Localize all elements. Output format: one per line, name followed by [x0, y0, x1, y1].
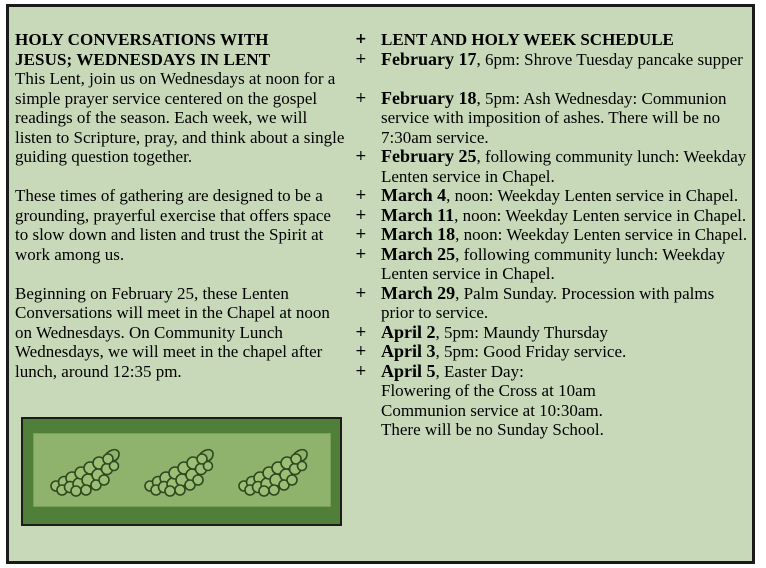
schedule-heading: [349, 30, 749, 50]
schedule-item: [349, 225, 749, 245]
bullet-icon: +: [355, 206, 367, 223]
grape-bunch-icon: [46, 440, 128, 500]
schedule-heading-text: LENT AND HOLY WEEK SCHEDULE: [381, 30, 674, 49]
schedule-date: February 17: [381, 48, 477, 69]
schedule-text: , noon: Weekday Lenten service in Chapel.: [446, 186, 739, 205]
holy-conversations-column: [15, 30, 345, 401]
grape-bunch-icon: [140, 440, 222, 500]
schedule-date: March 29: [381, 282, 456, 303]
gathering-paragraph: These times of gathering are designed to be a grounding, prayerful exercise that offers space to slow down and listen and trust the Spirit at work among us.: [15, 186, 331, 264]
easter-detail-line: There will be no Sunday School.: [381, 420, 604, 439]
grape-bunch-icon: [234, 440, 316, 500]
grapes-panel: [33, 433, 331, 507]
schedule-date: April 3: [381, 341, 436, 361]
schedule-text: , noon: Weekday Lenten service in Chapel.: [455, 225, 748, 244]
schedule-item: [349, 284, 749, 323]
schedule-item: [349, 342, 749, 362]
easter-detail-line: Communion service at 10:30am.: [381, 400, 603, 420]
schedule-item: [349, 89, 749, 148]
schedule-text: , Easter Day:: [435, 361, 524, 381]
schedule-date: February 18: [381, 87, 477, 108]
schedule-item: [349, 245, 749, 284]
holy-conversations-title: [15, 30, 345, 69]
schedule-text: , Palm Sunday. Procession with palms prior to service.: [381, 283, 715, 322]
bullet-icon: +: [355, 226, 367, 242]
bulletin-panel: [6, 4, 755, 564]
schedule-date: March 25: [381, 243, 456, 264]
schedule-text: , following community lunch: Weekday Lenten service in Chapel.: [381, 147, 747, 186]
schedule-item: [349, 206, 749, 226]
schedule-date: March 11: [381, 204, 455, 225]
bullet-icon: +: [355, 89, 367, 106]
bullet-icon: +: [355, 323, 367, 340]
schedule-item: [349, 362, 749, 382]
schedule-date: April 5: [381, 360, 436, 381]
lent-schedule-column: [349, 30, 749, 440]
schedule-date: March 18: [381, 224, 456, 244]
schedule-paragraph: Beginning on February 25, these Lenten Conversations will meet in the Chapel at noon on Wednesdays. On Community Lunch Wednesdays, we will meet in the chapel after lunch, around 12:35 pm.: [15, 283, 330, 381]
bullet-icon: +: [355, 148, 367, 164]
bullet-icon: +: [355, 187, 367, 203]
schedule-text: , noon: Weekday Lenten service in Chapel.: [454, 205, 747, 225]
schedule-item: [349, 186, 749, 206]
schedule-item: [349, 323, 749, 343]
schedule-date: March 4: [381, 185, 447, 205]
title-line-2: JESUS; WEDNESDAYS IN LENT: [15, 49, 271, 69]
schedule-text: , 6pm: Shrove Tuesday pancake supper: [476, 49, 743, 69]
schedule-date: April 2: [381, 321, 436, 342]
grapes-illustration: [21, 417, 342, 526]
schedule-text: , 5pm: Ash Wednesday: Communion service with imposition of ashes. There will be no 7:30am service.: [381, 88, 727, 147]
bullet-icon: +: [355, 343, 367, 359]
bullet-icon: +: [355, 245, 367, 262]
bullet-icon: +: [355, 50, 367, 67]
bullet-icon: +: [355, 362, 367, 379]
schedule-text: , following community lunch: Weekday Lenten service in Chapel.: [381, 244, 725, 283]
schedule-item: [349, 147, 749, 186]
easter-detail-line: Flowering of the Cross at 10am: [381, 381, 596, 400]
intro-paragraph: This Lent, join us on Wednesdays at noon for a simple prayer service centered on the gospel readings of the season. Each week, we will listen to Scripture, pray, and think about a single guiding question together.: [15, 69, 345, 166]
schedule-date: February 25: [381, 146, 477, 166]
schedule-text: , 5pm: Maundy Thursday: [435, 322, 609, 342]
title-line-1: HOLY CONVERSATIONS WITH: [15, 30, 269, 49]
schedule-item: [349, 50, 749, 70]
schedule-text: , 5pm: Good Friday service.: [435, 342, 627, 361]
bullet-icon: +: [355, 284, 367, 301]
bullet-icon: +: [355, 31, 367, 47]
